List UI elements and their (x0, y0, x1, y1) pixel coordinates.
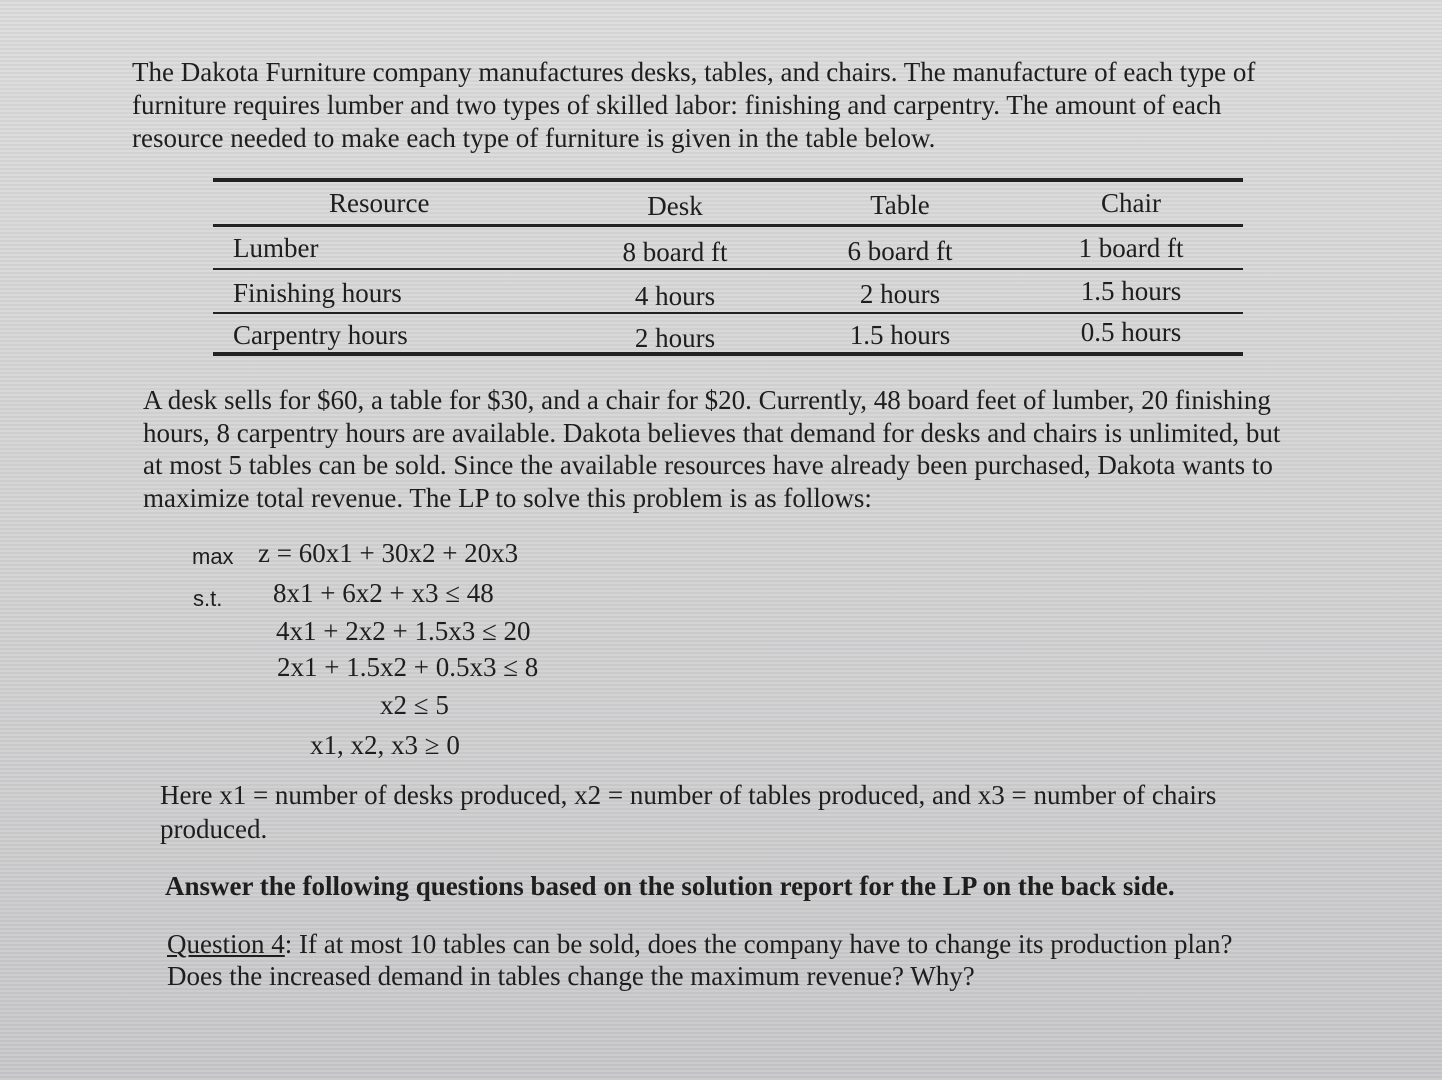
table-cell-lumber: Lumber (233, 233, 319, 263)
lp-constraint-carpentry: 2x1 + 1.5x2 + 0.5x3 ≤ 8 (277, 652, 539, 682)
table-header-resource: Resource (329, 188, 430, 218)
variable-definitions: Here x1 = number of desks produced, x2 = number of tables produced, and x3 = number of chairs produced. (160, 780, 1217, 844)
lp-objective: z = 60x1 + 30x2 + 20x3 (258, 538, 519, 568)
table-row-rule (213, 312, 1243, 314)
table-cell-finishing-chair: 1.5 hours (1080, 276, 1182, 306)
lp-st-label: s.t. (193, 586, 223, 611)
table-cell-carpentry: Carpentry hours (233, 320, 408, 350)
table-header-desk: Desk (647, 191, 703, 221)
question-text: : If at most 10 tables can be sold, does the company have to change its production plan? Does the increased demand in tables change the maximum revenue? Why? (167, 929, 1233, 991)
table-header-rule (213, 224, 1243, 227)
table-header-chair: Chair (1101, 188, 1161, 218)
table-header-table: Table (870, 190, 930, 220)
table-cell-finishing-table: 2 hours (859, 279, 941, 309)
table-cell-carpentry-desk: 2 hours (634, 323, 716, 353)
lp-constraint-lumber: 8x1 + 6x2 + x3 ≤ 48 (273, 578, 494, 608)
question-4 (167, 928, 1247, 992)
table-cell-lumber-desk: 8 board ft (622, 237, 728, 267)
table-cell-carpentry-chair: 0.5 hours (1080, 317, 1182, 347)
table-top-rule (213, 178, 1243, 182)
instruction-text: Answer the following questions based on the solution report for the LP on the back side. (165, 871, 1175, 901)
description-paragraph: A desk sells for $60, a table for $30, and a chair for $20. Currently, 48 board feet of lumber, 20 finishing hours, 8 carpentry hours are available. Dakota believes that demand for desks and chairs is unlimited, but at most 5 tables can be sold. Since the available resources have already been purchased, Dakota wants to maximize total revenue. The LP to solve this problem is as follows: (143, 385, 1281, 513)
lp-nonnegativity: x1, x2, x3 ≥ 0 (310, 730, 460, 760)
question-label: Question 4 (167, 929, 285, 959)
lp-constraint-finishing: 4x1 + 2x2 + 1.5x3 ≤ 20 (276, 616, 531, 646)
lp-objective-label: max (192, 544, 234, 569)
table-cell-lumber-chair: 1 board ft (1078, 233, 1184, 263)
resource-table (213, 178, 1243, 358)
table-cell-carpentry-table: 1.5 hours (849, 320, 951, 350)
table-row-rule (213, 268, 1243, 270)
table-cell-finishing-desk: 4 hours (634, 281, 716, 311)
intro-paragraph: The Dakota Furniture company manufactures desks, tables, and chairs. The manufacture of each type of furniture requires lumber and two types of skilled labor: finishing and carpentry. The amount of each resource needed to make each type of furniture is given in the table below. (132, 57, 1256, 153)
lp-constraint-tables: x2 ≤ 5 (380, 690, 449, 720)
table-cell-lumber-table: 6 board ft (847, 236, 953, 266)
table-cell-finishing: Finishing hours (233, 278, 402, 308)
